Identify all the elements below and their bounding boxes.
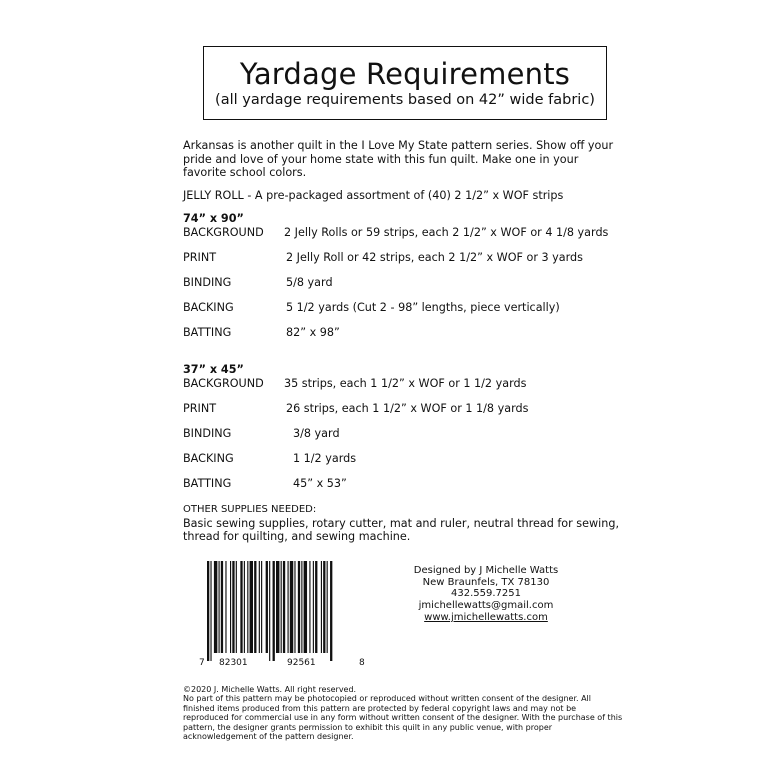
barcode-digit: 92561 [287,658,316,668]
large-row-label: BATTING [183,326,232,339]
small-size-heading: 37” x 45” [183,363,244,376]
small-row-value: 3/8 yard [293,427,340,440]
page-title: Yardage Requirements [239,57,571,91]
designer-email[interactable]: jmichellewatts@gmail.com [418,600,554,612]
intro-paragraph: Arkansas is another quilt in the I Love My State pattern series. Show off your pride and love of your home state with this fun quilt. Make one in your favorite school colors. [183,139,614,179]
small-row-value: 45” x 53” [293,477,347,490]
large-row-value: 2 Jelly Rolls or 59 strips, each 2 1/2” x WOF or 4 1/8 yards [284,226,609,239]
small-row-label: BATTING [183,477,232,490]
designer-info [396,565,576,624]
barcode-digit: 8 [359,658,365,668]
title-box [203,46,607,120]
other-supplies [183,503,623,544]
small-row-value: 1 1/2 yards [293,452,357,465]
large-row-value: 82” x 98” [286,326,340,339]
barcode-digit: 82301 [219,658,248,668]
other-supplies-text: Basic sewing supplies, rotary cutter, mat and ruler, neutral thread for sewing, thread for quilting, and sewing machine. [183,516,620,543]
designer-name: Designed by J Michelle Watts [413,565,559,576]
jelly-roll-note: JELLY ROLL - A pre-packaged assortment of (40) 2 1/2” x WOF strips [183,189,564,202]
barcode-digit: 7 [199,658,205,668]
small-row-label: PRINT [183,402,217,415]
large-size-heading: 74” x 90” [183,212,244,225]
large-row-value: 2 Jelly Roll or 42 strips, each 2 1/2” x WOF or 3 yards [286,251,583,264]
designer-website-link[interactable]: www.jmichellewatts.com [424,611,548,623]
small-row-value: 35 strips, each 1 1/2” x WOF or 1 1/2 yards [284,377,527,390]
barcode [199,561,367,668]
legal-notice [183,685,623,741]
designer-phone: 432.559.7251 [451,588,521,600]
small-row-value: 26 strips, each 1 1/2” x WOF or 1 1/8 yards [286,402,529,415]
large-row-value: 5/8 yard [286,276,333,289]
page-subtitle: (all yardage requirements based on 42” wide fabric) [215,92,595,108]
other-supplies-heading: OTHER SUPPLIES NEEDED: [183,504,317,515]
small-row-label: BINDING [183,427,232,440]
designer-location: New Braunfels, TX 78130 [422,576,550,588]
large-row-label: BACKGROUND [183,226,264,239]
large-row-value: 5 1/2 yards (Cut 2 - 98” lengths, piece vertically) [286,301,560,314]
large-row-label: PRINT [183,251,217,264]
large-row-label: BACKING [183,301,234,314]
legal-text: No part of this pattern may be photocopied or reproduced without written consent of the designer. All finished items produced from this pattern are protected by federal copyright laws and may not be reproduced for commercial use in any form without written consent of the designer. With the purchase of this pattern, the designer grants permission to exhibit this quilt in any public venue, with proper acknowledgement of the pattern designer. [183,694,623,742]
large-row-label: BINDING [183,276,232,289]
small-row-label: BACKGROUND [183,377,264,390]
copyright-line: ©2020 J. Michelle Watts. All right reserved. [183,685,357,694]
small-row-label: BACKING [183,452,234,465]
